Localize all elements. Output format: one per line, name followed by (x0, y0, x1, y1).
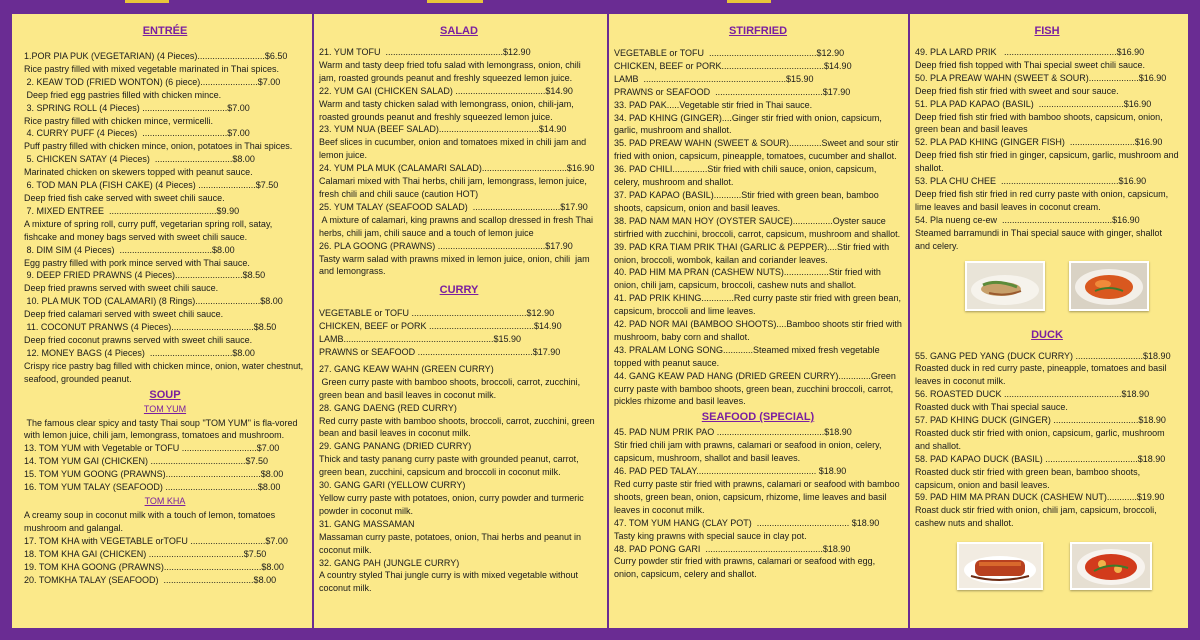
menu-item (915, 214, 1179, 253)
menu-item-name-price: 1.POR PIA PUK (VEGETARIAN) (4 Pieces)...........................$6.50 (24, 51, 288, 61)
price-row: VEGETABLE or TOFU ..............................................$12.90 (319, 308, 555, 319)
menu-item-name-price: 38. PAD NAM MAN HOY (OYSTER SAUCE)................Oyster sauce stirfried with zucchini, broccoli, carrot, capsicum, mushroom and shallot. (614, 215, 901, 239)
menu-item-name-price: 10. PLA MUK TOD (CALAMARI) (8 Rings)..........................$8.00 (24, 296, 283, 307)
section-title-entree: ENTRÉE (142, 25, 188, 37)
menu-item (319, 240, 599, 279)
menu-item-description: Calamari mixed with Thai herbs, chili jam, lemongrass, lemon juice, fresh chili and chili sauce (caution HOT) (319, 176, 590, 199)
menu-item-name-price: 16. TOM YUM TALAY (SEAFOOD) .....................................$8.00 (24, 482, 281, 493)
menu-item-description: Deep fried fish stir fried in red curry paste with onion, capsicum, lime leaves and basil leaves in coconut cream. (915, 188, 1171, 212)
menu-item-description: Roasted duck in red curry paste, pineapple, tomatoes and basil leaves in coconut milk. (915, 363, 1170, 387)
curry-prices (319, 307, 599, 359)
menu-item (319, 123, 599, 162)
menu-item (614, 517, 902, 543)
menu-item (915, 175, 1179, 214)
fish-photos (915, 261, 1179, 319)
menu-item (24, 102, 306, 128)
menu-item-name-price: 25. YUM TALAY (SEAFOOD SALAD) ...................................$17.90 (319, 201, 588, 212)
menu-item-name-price: 19. TOM KHA GOONG (PRAWNS).......................................$8.00 (24, 561, 284, 572)
menu-item-description: Rice pastry filled with mixed vegetable marinated in Thai spices. (24, 63, 279, 74)
menu-item (614, 465, 902, 517)
menu-item-name-price: 48. PAD PONG GARI ...............................................$18.90 (614, 543, 851, 554)
menu-item (24, 50, 306, 76)
menu-item (915, 72, 1179, 98)
menu-item-name-price: 36. PAD CHILI..............Stir fried with chili sauce, onion, capsicum, celery, mushroom and shallot. (614, 164, 879, 188)
section-title-seafood: SEAFOOD (SPECIAL) (701, 411, 815, 424)
menu-item-name-price: 32. GANG PAH (JUNGLE CURRY) (319, 557, 460, 568)
menu-item-name-price: 54. Pla nueng ce-ew ............................................$16.90 (915, 214, 1140, 225)
menu-item (24, 295, 306, 321)
menu-item (614, 318, 905, 344)
menu-item-description: Deep fried fish stir fried with sweet and sour sauce. (915, 85, 1119, 96)
menu-item-name-price: 49. PLA LARD PRIK .............................................$16.90 (915, 47, 1145, 57)
menu-item (614, 241, 902, 267)
duck-list (915, 350, 1179, 531)
roast-duck-photo (957, 542, 1043, 590)
column-divider (908, 14, 910, 628)
menu-item-description: Beef slices in cucumber, onion and tomatoes mixed in chili jam and lemon juice. (319, 137, 589, 161)
menu-item (24, 321, 306, 347)
menu-item-description: Thick and tasty panang curry paste with grounded peanut, carrot, green bean, zucchini, capsicum and broccoli in coconut milk. (319, 454, 582, 478)
menu-item-description: Roast duck stir fried with onion, chili jam, capsicum, broccoli, cashew nuts and shallot. (915, 505, 1160, 529)
menu-item (915, 46, 1179, 72)
column-divider (607, 14, 609, 628)
top-tab (427, 0, 483, 3)
menu-item (614, 189, 902, 215)
menu-item-name-price: 39. PAD KRA TIAM PRIK THAI (GARLIC & PEPPER)....Stir fried with onion, broccoli, wombok, kailan and coriander leaves. (614, 241, 892, 265)
menu-item-description: Deep fried fish cake served with sweet chili sauce. (24, 192, 225, 203)
menu-item (319, 518, 599, 557)
column-entree-soup (24, 14, 306, 628)
menu-item-name-price: 11. COCONUT PRANWS (4 Pieces).................................$8.50 (24, 322, 277, 333)
menu-item-name-price: 22. YUM GAI (CHICKEN SALAD) ....................................$14.90 (319, 85, 573, 96)
menu-item (319, 85, 599, 124)
menu-item-description: Steamed barramundi in Thai special sauce with ginger, shallot and celery. (915, 227, 1165, 251)
price-row: PRAWNS or SEAFOOD ..............................................$17.90 (319, 347, 561, 358)
menu-item-description: Warm and tasty chicken salad with lemongrass, onion, chili-jam, roasted grounds peanut and freshly squeezed lemon juice. (319, 98, 577, 122)
menu-item-description: Deep fried egg pastries filled with chicken mince. (24, 89, 222, 100)
subsection-title-tomyum: TOM YUM (143, 403, 187, 414)
menu-item-name-price: 55. GANG PED YANG (DUCK CURRY) ...........................$18.90 (915, 350, 1171, 361)
menu-item-description: Roasted duck with Thai special sauce. (915, 402, 1068, 413)
menu-item-name-price: 24. YUM PLA MUK (CALAMARI SALAD)..................................$16.90 (319, 163, 595, 174)
menu-item (614, 266, 902, 292)
menu-item-name-price: 51. PLA PAD KAPAO (BASIL) ..................................$16.90 (915, 98, 1152, 109)
menu-item-name-price: 47. TOM YUM HANG (CLAY POT) ..................................... $18.90 (614, 517, 880, 528)
menu-item-name-price: 21. YUM TOFU ...............................................$12.90 (319, 47, 531, 57)
menu-item-name-price: 17. TOM KHA with VEGETABLE orTOFU ..............................$7.00 (24, 535, 288, 546)
menu-page (12, 14, 1188, 628)
menu-item-name-price: 42. PAD NOR MAI (BAMBOO SHOOTS)....Bamboo shoots stir fried with mushroom, baby corn and shallot. (614, 319, 905, 342)
menu-item-name-price: 58. PAD KAPAO DUCK (BASIL) .....................................$18.90 (915, 453, 1166, 464)
menu-item-name-price: 15. TOM YUM GOONG (PRAWNS)......................................$8.00 (24, 469, 284, 480)
menu-item-description: Deep fried fish stir fried in ginger, capsicum, garlic, mushroom and shallot. (915, 150, 1182, 174)
top-tab (125, 0, 169, 3)
menu-item (915, 350, 1179, 389)
stirfried-prices (614, 47, 902, 99)
menu-item-description: Tasty king prawns with special sauce in clay pot. (614, 530, 807, 541)
menu-item (915, 98, 1179, 137)
menu-item-name-price: 14. TOM YUM GAI (CHICKEN) ......................................$7.50 (24, 456, 269, 467)
menu-item-name-price: 20. TOMKHA TALAY (SEAFOOD) ....................................$8.00 (24, 574, 277, 585)
menu-item-name-price: 29. GANG PANANG (DRIED CURRY) (319, 441, 472, 452)
curry-list (319, 363, 599, 595)
menu-item-description: Marinated chicken on skewers topped with peanut sauce. (24, 167, 253, 178)
menu-item (614, 344, 902, 370)
menu-item-description: Massaman curry paste, potatoes, onion, Thai herbs and peanut in coconut milk. (319, 531, 584, 555)
menu-item-description: Deep fried prawns served with sweet chili sauce. (24, 283, 219, 294)
price-row: LAMB .........................................................$15.90 (614, 73, 814, 84)
menu-item-description: Egg pastry filled with pork mince served with Thai sauce. (24, 257, 250, 268)
tomyum-list (24, 442, 306, 494)
menu-item-description: Tasty warm salad with prawns mixed in lemon juice, onion, chili jam and lemongrass. (319, 253, 593, 277)
menu-item (319, 201, 599, 240)
menu-item (24, 205, 306, 244)
tomkha-description: A creamy soup in coconut milk with a touch of lemon, tomatoes mushroom and galangal. (24, 510, 278, 533)
menu-item (24, 127, 306, 153)
menu-item-name-price: 37. PAD KAPAO (BASIL)...........Stir fried with green bean, bamboo shoots, capsicum, onion and basil leaves. (614, 189, 882, 213)
menu-item (24, 153, 306, 179)
menu-item (319, 440, 599, 479)
menu-item-name-price: 53. PLA CHU CHEE ...............................................$16.90 (915, 176, 1147, 187)
section-title-soup: SOUP (149, 388, 181, 401)
menu-item (614, 292, 902, 318)
menu-item-name-price: 9. DEEP FRIED PRAWNS (4 Pieces)...........................$8.50 (24, 270, 266, 281)
tomyum-description: The famous clear spicy and tasty Thai soup "TOM YUM" is fla-vored with lemon juice, chili jam, lemongrass, tomatoes and mushroom. (24, 417, 301, 441)
menu-item-name-price: 57. PAD KHING DUCK (GINGER) ..................................$18.90 (915, 415, 1166, 426)
menu-item (319, 402, 599, 441)
section-title-curry: CURRY (439, 284, 479, 297)
menu-item (614, 215, 902, 241)
column-salad-curry (319, 14, 599, 628)
section-title-duck: DUCK (1031, 328, 1063, 341)
fish-dish-photo (965, 261, 1045, 311)
menu-item-name-price: 12. MONEY BAGS (4 Pieces) .................................$8.00 (24, 347, 255, 358)
section-title-salad: SALAD (440, 25, 478, 37)
menu-item-name-price: 41. PAD PRIK KHING.............Red curry paste stir fried with green bean, capsicum, broccoli and lime leaves. (614, 293, 904, 317)
price-row: CHICKEN, BEEF or PORK ..........................................$14.90 (319, 321, 562, 332)
menu-item-name-price: 40. PAD HIM MA PRAN (CASHEW NUTS)..................Stir fried with onion, chili jam, capsicum, broccoli, cashew nuts and shallot. (614, 267, 884, 291)
menu-item-name-price: 59. PAD HIM MA PRAN DUCK (CASHEW NUT)............$19.90 (915, 492, 1165, 503)
menu-item-description: Red curry paste stir fried with prawns, calamari or seafood with bamboo shoots, green bean, onion, capsicum, rhizome, lime leaves and basil leaves in coconut milk. (614, 479, 903, 515)
menu-item (614, 112, 902, 138)
menu-item-name-price: 18. TOM KHA GAI (CHICKEN) ......................................$7.50 (24, 548, 267, 559)
menu-item-name-price: 44. GANG KEAW PAD HANG (DRIED GREEN CURRY).............Green curry paste with bamboo shoots, green bean, zucchini broccoli, carrot, pickles rhizome and basil leaves. (614, 370, 899, 407)
menu-item-description: A country styled Thai jungle curry is with mixed vegetable without coconut milk. (319, 570, 581, 594)
menu-item-name-price: 4. CURRY PUFF (4 Pieces) ..................................$7.00 (24, 128, 250, 139)
menu-item-description: A mixture of calamari, king prawns and scallop dressed in fresh Thai herbs, chili jam, chili sauce and a touch of lemon juice (319, 214, 596, 238)
menu-item-name-price: 52. PLA PAD KHING (GINGER FISH) ..........................$16.90 (915, 137, 1163, 148)
menu-item-name-price: 6. TOD MAN PLA (FISH CAKE) (4 Pieces) .......................$7.50 (24, 180, 279, 191)
section-title-stirfried: STIRFRIED (728, 25, 788, 37)
menu-item-description: A mixture of spring roll, curry puff, vegetarian spring roll, satay, fishcake and money bags served with sweet chili sauce. (24, 218, 275, 242)
price-row: LAMB............................................................$15.90 (319, 334, 522, 345)
menu-item-name-price: 27. GANG KEAW WAHN (GREEN CURRY) (319, 363, 494, 374)
top-tabs (0, 0, 1200, 4)
menu-item (24, 347, 306, 386)
menu-item (614, 137, 902, 163)
menu-item-description: Roasted duck stir fried with green bean, bamboo shoots, capsicum, onion and basil leaves. (915, 466, 1143, 490)
section-title-fish: FISH (1034, 25, 1060, 37)
entree-list (24, 50, 306, 386)
column-divider (312, 14, 314, 628)
menu-item-name-price: 8. DIM SIM (4 Pieces) .....................................$8.00 (24, 244, 235, 255)
duck-curry-photo (1070, 542, 1152, 590)
top-tab (727, 0, 771, 3)
menu-item-description: Puff pastry filled with chicken mince, onion, potatoes in Thai spices. (24, 141, 293, 152)
menu-item-description: Red curry paste with bamboo shoots, broccoli, carrot, zucchini, green bean and basil leaves in coconut milk. (319, 415, 598, 439)
menu-item-description: Warm and tasty deep fried tofu salad with lemongrass, onion, chili jam, roasted grounds peanut and freshly squeezed lemon juice. (319, 59, 584, 83)
menu-item (24, 244, 306, 270)
menu-item-description: Curry powder stir fried with prawns, calamari or seafood with egg, onion, capsicum, celery and shallot. (614, 556, 878, 580)
menu-item-description: Yellow curry paste with potatoes, onion, curry powder and turmeric powder in coconut milk. (319, 493, 587, 516)
menu-item-name-price: 26. PLA GOONG (PRAWNS) ...........................................$17.90 (319, 240, 573, 251)
menu-item (915, 491, 1179, 530)
menu-item (319, 557, 599, 596)
menu-item (319, 46, 599, 85)
menu-item-description: Crispy rice pastry bag filled with chicken mince, onion, water chestnut, seafood, grounded peanut. (24, 360, 306, 384)
menu-item (915, 414, 1179, 453)
menu-item-name-price: 31. GANG MASSAMAN (319, 518, 415, 529)
menu-item-name-price: 30. GANG GARI (YELLOW CURRY) (319, 480, 466, 491)
menu-item-name-price: 7. MIXED ENTREE ...........................................$9.90 (24, 205, 240, 216)
subsection-title-tomkha: TOM KHA (144, 496, 186, 506)
menu-item (24, 269, 306, 295)
menu-item-name-price: 46. PAD PED TALAY................................................ $18.90 (614, 466, 847, 477)
menu-item-description: Roasted duck stir fried with onion, capsicum, garlic, mushroom and shallot. (915, 427, 1168, 451)
fish-curry-photo (1069, 261, 1149, 311)
salad-list (319, 46, 599, 278)
fish-list (915, 46, 1182, 253)
tomkha-list (24, 535, 306, 587)
menu-item-name-price: 23. YUM NUA (BEEF SALAD)........................................$14.90 (319, 124, 567, 135)
column-stirfried-seafood (614, 14, 905, 628)
menu-item-name-price: 56. ROASTED DUCK ...............................................$18.90 (915, 389, 1150, 400)
menu-item-name-price: 35. PAD PREAW WAHN (SWEET & SOUR).............Sweet and sour stir fried with onion, capsicum, pineapple, tomatoes, cucumber and shallot. (614, 138, 902, 162)
menu-item-description: Stir fried chili jam with prawns, calamari or seafood in onion, celery, capsicum, mushroom, shallot and basil leaves. (614, 440, 884, 464)
menu-item-description: Deep fried fish topped with Thai special sweet chili sauce. (915, 59, 1145, 70)
price-row: CHICKEN, BEEF or PORK.........................................$14.90 (614, 60, 852, 71)
menu-item-name-price: 5. CHICKEN SATAY (4 Pieces) ...............................$8.00 (24, 154, 255, 165)
menu-item (915, 136, 1182, 175)
menu-item (24, 76, 306, 102)
menu-item-name-price: 43. PRALAM LONG SONG............Steamed mixed fresh vegetable topped with peanut sauce. (614, 344, 883, 368)
duck-photos (915, 542, 1179, 600)
price-row: PRAWNS or SEAFOOD ...........................................$17.90 (614, 86, 851, 97)
menu-item-description: Deep fried fish stir fried with bamboo shoots, capsicum, onion, green bean and basil leaves (915, 111, 1166, 135)
menu-item-name-price: 3. SPRING ROLL (4 Pieces) ..................................$7.00 (24, 102, 250, 113)
menu-item-description: Rice pastry filled with chicken mince, vermicelli. (24, 115, 214, 126)
menu-item (614, 163, 902, 189)
stirfried-list (614, 99, 905, 409)
menu-item (915, 388, 1179, 414)
column-fish-duck (915, 14, 1182, 628)
menu-item (614, 426, 902, 465)
menu-item (915, 453, 1179, 492)
menu-item-name-price: 33. PAD PAK.....Vegetable stir fried in Thai sauce. (614, 99, 813, 110)
menu-item-description: Deep fried calamari served with sweet chili sauce. (24, 309, 224, 320)
menu-item (614, 543, 902, 582)
menu-item (319, 363, 599, 402)
price-row: VEGETABLE or TOFU ...........................................$12.90 (614, 48, 845, 58)
menu-item (614, 99, 902, 112)
menu-item-name-price: 28. GANG DAENG (RED CURRY) (319, 402, 457, 413)
menu-item-name-price: 2. KEAW TOD (FRIED WONTON) (6 piece).......................$7.00 (24, 76, 281, 87)
menu-item-name-price: 45. PAD NUM PRIK PAO ...........................................$18.90 (614, 427, 852, 438)
menu-item-description: Green curry paste with bamboo shoots, broccoli, carrot, zucchini, green bean and basil leaves in coconut milk. (319, 376, 583, 400)
menu-item (24, 179, 306, 205)
seafood-list (614, 426, 902, 581)
menu-item (319, 479, 599, 518)
menu-item-name-price: 13. TOM YUM with Vegetable or TOFU ..............................$7.00 (24, 443, 280, 454)
menu-item (614, 370, 902, 409)
menu-item-name-price: 50. PLA PREAW WAHN (SWEET & SOUR)....................$16.90 (915, 72, 1167, 83)
menu-item-description: Deep fried coconut prawns served with sweet chili sauce. (24, 334, 253, 345)
menu-item (319, 162, 599, 201)
menu-item-name-price: 34. PAD KHING (GINGER)....Ginger stir fried with onion, capsicum, garlic, mushroom and shallot. (614, 112, 885, 136)
